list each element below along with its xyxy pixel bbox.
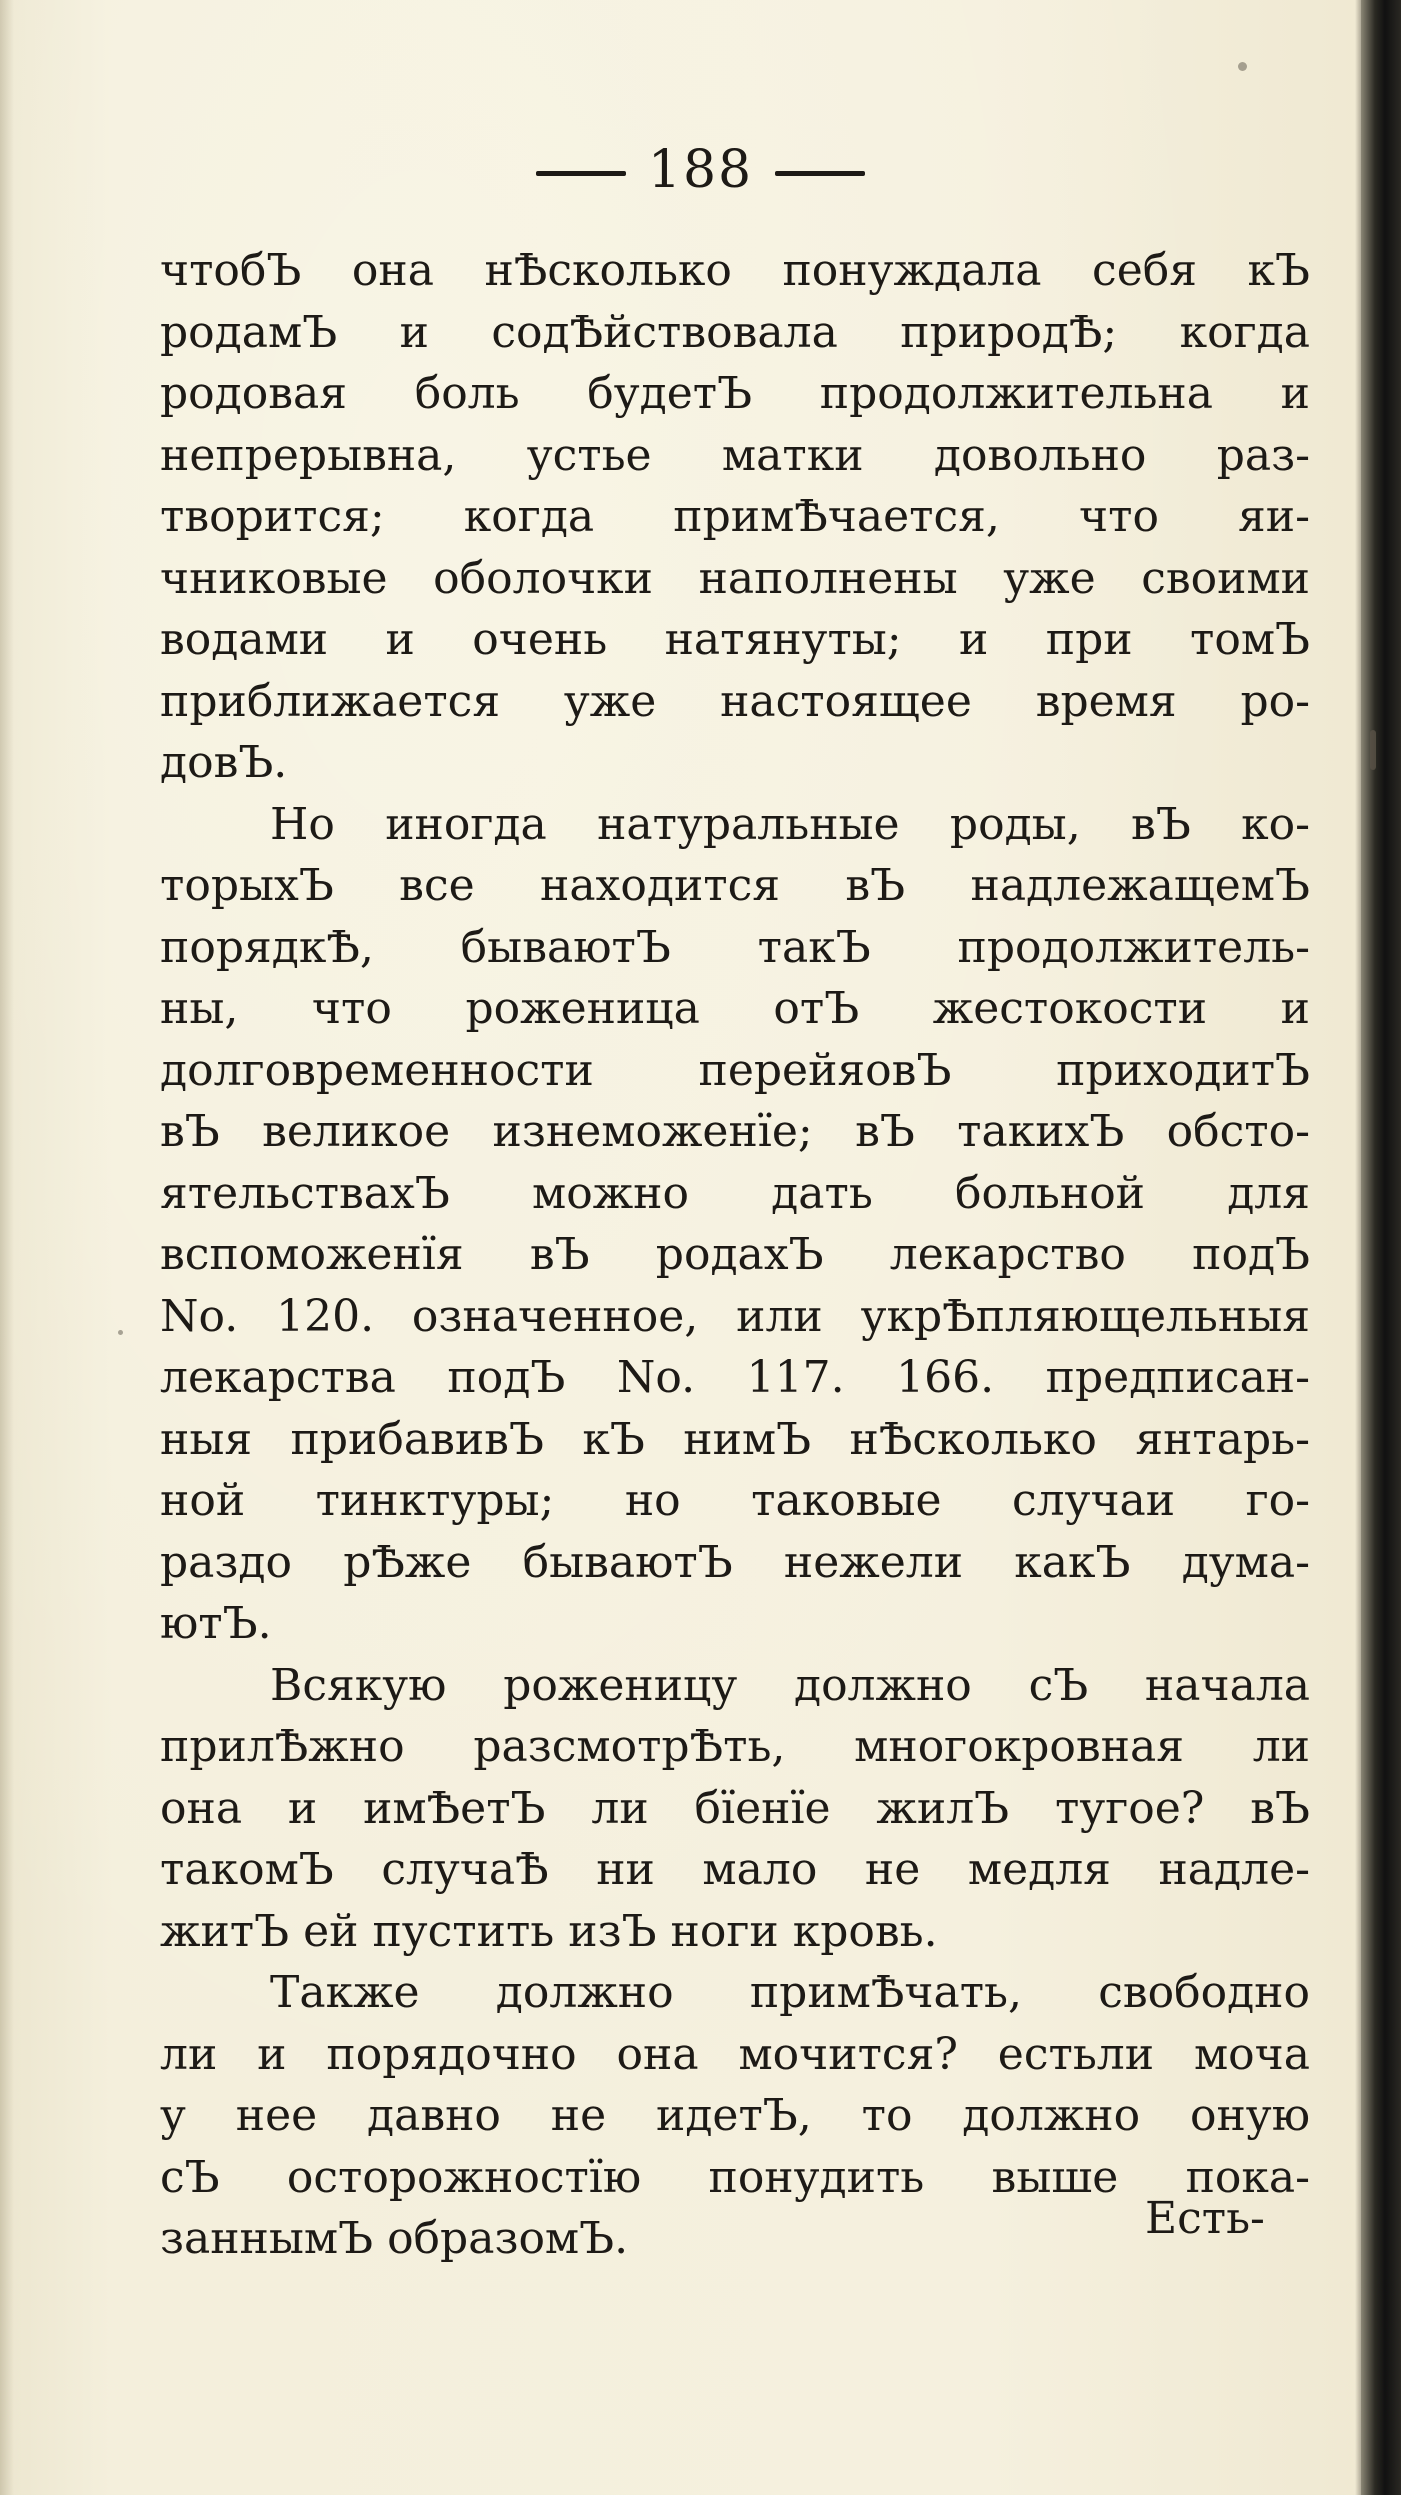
text-line: вЪ великое изнеможенïе; вЪ такихЪ обсто- bbox=[160, 1106, 1310, 1157]
text-line: она и имѢетЪ ли бïенïе жилЪ тугое? вЪ bbox=[160, 1782, 1310, 1834]
text-line: родовая боль будетЪ продолжительна и bbox=[160, 368, 1310, 419]
header-rule-left bbox=[536, 171, 626, 176]
text-line: No. 120. означенное, или укрѢпляющельныя bbox=[160, 1290, 1310, 1342]
text-line: вспоможенïя вЪ родахЪ лекарство подЪ bbox=[160, 1229, 1310, 1280]
text-line: раздо рѢже бываютЪ нежели какЪ дума- bbox=[160, 1536, 1310, 1588]
paper-speck bbox=[1238, 62, 1247, 71]
text-line: непрерывна, устье матки довольно раз- bbox=[160, 429, 1310, 481]
text-line: ны, что роженица отЪ жестокости и bbox=[160, 983, 1310, 1034]
text-line: Также должно примѢчать, свободно bbox=[270, 1967, 1310, 2018]
book-spine bbox=[1361, 0, 1401, 2495]
paragraph-4 bbox=[160, 1962, 1310, 2270]
paragraph-3 bbox=[160, 1655, 1310, 1963]
header-rule-right bbox=[775, 171, 865, 176]
text-line: лекарства подЪ No. 117. 166. предписан- bbox=[160, 1352, 1310, 1403]
text-line: у нее давно не идетЪ, то должно оную bbox=[160, 2090, 1310, 2141]
text-line: Всякую роженицу должно сЪ начала bbox=[270, 1659, 1310, 1711]
paragraph-1 bbox=[160, 240, 1310, 794]
paper-speck bbox=[118, 1330, 123, 1335]
body-text bbox=[160, 240, 1310, 2270]
text-line: сЪ осторожностïю понудить выше пока- bbox=[160, 2151, 1310, 2203]
paper-speck bbox=[1370, 730, 1376, 770]
text-line: родамЪ и содѢйствовала природѢ; когда bbox=[160, 306, 1310, 358]
text-line: ятельствахЪ можно дать больной для bbox=[160, 1167, 1310, 1219]
text-line: довЪ. bbox=[160, 737, 288, 788]
text-line: творится; когда примѢчается, что яи- bbox=[160, 491, 1310, 542]
text-line: житЪ ей пустить изЪ ноги кровь. bbox=[160, 1905, 938, 1957]
text-line: прилѢжно разсмотрѢть, многокровная ли bbox=[160, 1721, 1310, 1772]
text-line: Но иногда натуральные роды, вЪ ко- bbox=[270, 798, 1310, 850]
text-line: чтобЪ она нѢсколько понуждала себя кЪ bbox=[160, 245, 1310, 296]
text-line: такомЪ случаѢ ни мало не медля надле- bbox=[160, 1844, 1310, 1895]
text-line: долговременности перейяовЪ приходитЪ bbox=[160, 1044, 1310, 1096]
text-line: ли и порядочно она мочится? естьли моча bbox=[160, 2028, 1310, 2080]
catchword: Есть- bbox=[1145, 2193, 1265, 2244]
page-header bbox=[0, 140, 1401, 200]
text-line: заннымЪ образомЪ. bbox=[160, 2213, 629, 2264]
text-line: ныя прибавивЪ кЪ нимЪ нѢсколько янтарь- bbox=[160, 1413, 1310, 1465]
page-left-edge bbox=[0, 0, 14, 2495]
text-line: ной тинктуры; но таковые случаи го- bbox=[160, 1475, 1310, 1526]
text-line: приближается уже настоящее время ро- bbox=[160, 675, 1310, 727]
text-line: порядкѢ, бываютЪ такЪ продолжитель- bbox=[160, 921, 1310, 973]
paragraph-2 bbox=[160, 794, 1310, 1655]
page-number: 188 bbox=[647, 140, 754, 200]
text-line: торыхЪ все находится вЪ надлежащемЪ bbox=[160, 860, 1310, 911]
text-line: ютЪ. bbox=[160, 1598, 272, 1649]
text-line: водами и очень натянуты; и при томЪ bbox=[160, 614, 1310, 665]
text-line: чниковые оболочки наполнены уже своими bbox=[160, 552, 1310, 604]
